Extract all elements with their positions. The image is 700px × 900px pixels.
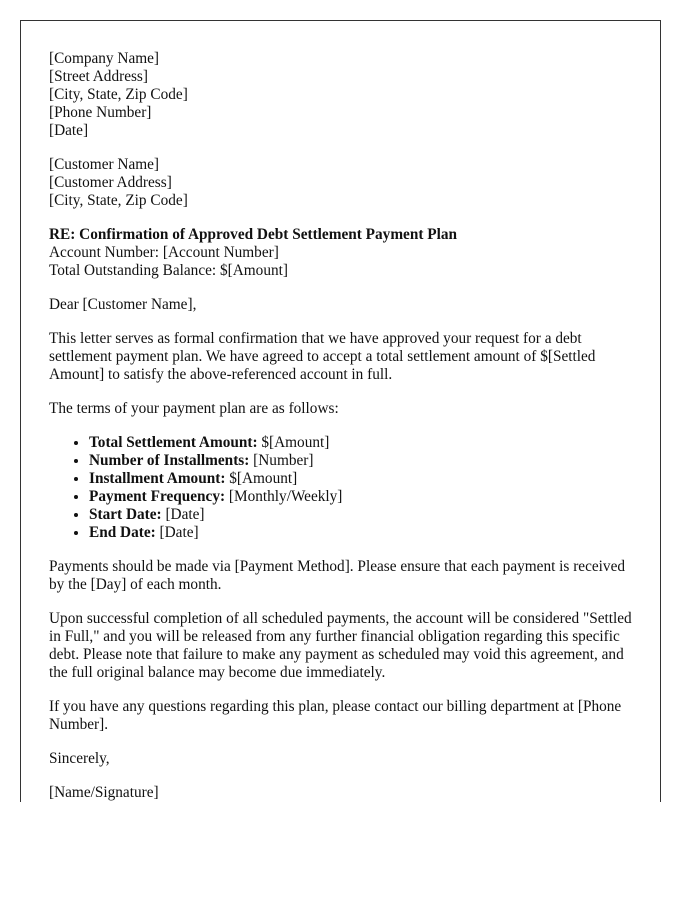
recipient-address (49, 156, 632, 210)
city-state-zip: [City, State, Zip Code] (49, 86, 188, 103)
term-item (89, 470, 632, 488)
subject-block (49, 226, 632, 280)
term-value: [Number] (249, 452, 314, 469)
phone-number: [Phone Number] (49, 104, 152, 121)
term-value: [Date] (155, 524, 199, 541)
terms-list (49, 434, 632, 542)
term-item (89, 434, 632, 452)
term-label: Start Date: (89, 506, 162, 523)
term-item (89, 524, 632, 542)
payment-method-paragraph: Payments should be made via [Payment Method]. Please ensure that each payment is received by the [Day] of each month. (49, 558, 626, 593)
outstanding-balance: Total Outstanding Balance: $[Amount] (49, 262, 288, 279)
letter-page (20, 20, 661, 802)
contact-paragraph: If you have any questions regarding this plan, please contact our billing department at [Phone Number]. (49, 698, 622, 733)
sender-address (49, 50, 632, 140)
terms-intro: The terms of your payment plan are as follows: (49, 400, 339, 417)
street-address: [Street Address] (49, 68, 148, 85)
term-label: Number of Installments: (89, 452, 250, 469)
term-item (89, 452, 632, 470)
subject-line: RE: Confirmation of Approved Debt Settlement Payment Plan (49, 226, 458, 243)
completion-paragraph: Upon successful completion of all scheduled payments, the account will be considered "Settled in Full," and you will be released from any further financial obligation regarding this specific debt. Please note that failure to make any payment as scheduled may void this agreement, and the full original balance may become due immediately. (49, 610, 632, 681)
company-name: [Company Name] (49, 50, 160, 67)
customer-name: [Customer Name] (49, 156, 160, 173)
customer-city-state-zip: [City, State, Zip Code] (49, 192, 188, 209)
intro-paragraph: This letter serves as formal confirmation that we have approved your request for a debt settlement payment plan. We have agreed to accept a total settlement amount of $[Settled Amount] to satisfy the above-referenced account in full. (49, 330, 596, 383)
term-label: Installment Amount: (89, 470, 226, 487)
term-item (89, 506, 632, 524)
term-value: [Monthly/Weekly] (225, 488, 343, 505)
date: [Date] (49, 122, 89, 139)
account-number: Account Number: [Account Number] (49, 244, 279, 261)
term-label: Total Settlement Amount: (89, 434, 258, 451)
term-label: Payment Frequency: (89, 488, 226, 505)
term-value: $[Amount] (257, 434, 330, 451)
term-value: $[Amount] (225, 470, 298, 487)
closing: Sincerely, (49, 750, 110, 767)
term-label: End Date: (89, 524, 156, 541)
customer-address: [Customer Address] (49, 174, 172, 191)
signature: [Name/Signature] (49, 784, 159, 801)
salutation: Dear [Customer Name], (49, 296, 197, 313)
term-item (89, 488, 632, 506)
term-value: [Date] (161, 506, 205, 523)
